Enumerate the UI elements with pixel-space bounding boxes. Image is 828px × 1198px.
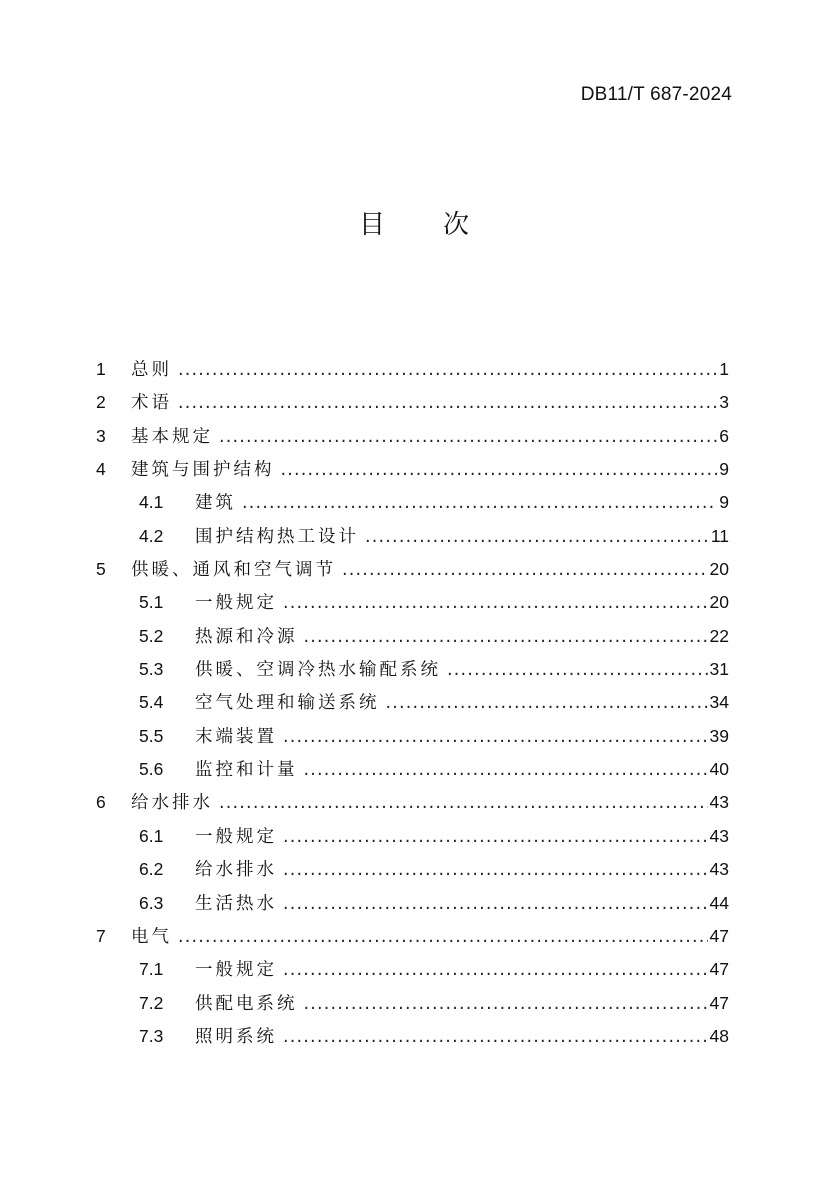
toc-label: 建筑与围护结构 xyxy=(131,460,275,481)
toc-page: 40 xyxy=(709,759,729,780)
toc-page: 47 xyxy=(709,959,729,980)
toc-number: 4.1 xyxy=(139,492,164,513)
toc-leader xyxy=(219,421,717,454)
toc-number: 5.1 xyxy=(139,592,164,613)
toc-leader xyxy=(283,954,708,987)
toc-number: 6.2 xyxy=(139,859,164,880)
toc-leader xyxy=(178,354,717,387)
toc-label: 末端装置 xyxy=(195,726,277,747)
toc-page: 11 xyxy=(710,525,729,546)
toc-label: 一般规定 xyxy=(195,826,277,847)
toc-leader xyxy=(447,654,708,687)
table-of-contents xyxy=(96,353,729,1053)
toc-label: 供暖、空调冷热水输配系统 xyxy=(195,660,441,681)
toc-label: 术语 xyxy=(131,393,172,414)
toc-entry[interactable] xyxy=(96,486,729,519)
toc-number: 5 xyxy=(96,559,106,580)
toc-number: 7.2 xyxy=(139,992,164,1013)
toc-leader xyxy=(281,454,718,487)
toc-leader xyxy=(342,554,708,587)
toc-leader xyxy=(219,787,708,820)
toc-number: 4.2 xyxy=(139,525,164,546)
toc-entry[interactable] xyxy=(96,520,729,553)
toc-entry[interactable] xyxy=(96,453,729,486)
toc-leader xyxy=(304,621,708,654)
toc-page: 43 xyxy=(709,859,729,880)
toc-page: 43 xyxy=(709,825,729,846)
toc-entry[interactable] xyxy=(96,620,729,653)
toc-number: 3 xyxy=(96,425,106,446)
toc-leader xyxy=(283,721,708,754)
toc-entry[interactable] xyxy=(96,953,729,986)
toc-entry[interactable] xyxy=(96,887,729,920)
toc-entry[interactable] xyxy=(96,720,729,753)
toc-page: 47 xyxy=(709,925,729,946)
toc-page: 31 xyxy=(709,659,729,680)
toc-number: 5.6 xyxy=(139,759,164,780)
toc-number: 6 xyxy=(96,792,106,813)
toc-number: 7.3 xyxy=(139,1025,164,1046)
page-title xyxy=(0,204,828,241)
toc-leader xyxy=(283,821,708,854)
toc-page: 20 xyxy=(709,592,729,613)
toc-number: 2 xyxy=(96,392,106,413)
toc-entry[interactable] xyxy=(96,653,729,686)
toc-leader xyxy=(304,988,708,1021)
document-code: DB11/T 687-2024 xyxy=(580,84,732,105)
toc-label: 供配电系统 xyxy=(195,993,298,1014)
toc-entry[interactable] xyxy=(96,987,729,1020)
toc-number: 7 xyxy=(96,925,106,946)
toc-label: 热源和冷源 xyxy=(195,626,298,647)
toc-leader xyxy=(178,921,708,954)
toc-number: 6.1 xyxy=(139,825,164,846)
toc-leader xyxy=(283,854,708,887)
toc-entry[interactable] xyxy=(96,553,729,586)
toc-leader xyxy=(283,587,708,620)
toc-page: 3 xyxy=(719,392,729,413)
toc-page: 47 xyxy=(709,992,729,1013)
title-char-1: 目 xyxy=(358,210,385,240)
toc-leader xyxy=(386,687,708,720)
toc-page: 22 xyxy=(709,625,729,646)
toc-entry[interactable] xyxy=(96,420,729,453)
toc-number: 4 xyxy=(96,459,106,480)
toc-label: 一般规定 xyxy=(195,593,277,614)
title-char-2: 次 xyxy=(443,210,470,240)
toc-label: 一般规定 xyxy=(195,960,277,981)
toc-number: 7.1 xyxy=(139,959,164,980)
toc-label: 基本规定 xyxy=(131,426,213,447)
toc-leader xyxy=(365,521,709,554)
toc-number: 5.5 xyxy=(139,725,164,746)
toc-page: 34 xyxy=(709,692,729,713)
toc-leader xyxy=(304,754,708,787)
toc-entry[interactable] xyxy=(96,820,729,853)
toc-entry[interactable] xyxy=(96,753,729,786)
toc-entry[interactable] xyxy=(96,586,729,619)
toc-page: 43 xyxy=(709,792,729,813)
toc-page: 9 xyxy=(719,459,729,480)
toc-entry[interactable] xyxy=(96,1020,729,1053)
toc-leader xyxy=(283,888,708,921)
toc-label: 建筑 xyxy=(195,493,236,514)
toc-number: 5.2 xyxy=(139,625,164,646)
toc-number: 6.3 xyxy=(139,892,164,913)
toc-label: 给水排水 xyxy=(195,860,277,881)
toc-label: 给水排水 xyxy=(131,793,213,814)
toc-label: 空气处理和输送系统 xyxy=(195,693,380,714)
toc-label: 电气 xyxy=(131,926,172,947)
toc-page: 6 xyxy=(719,425,729,446)
toc-page: 20 xyxy=(709,559,729,580)
toc-number: 1 xyxy=(96,359,106,379)
toc-entry[interactable] xyxy=(96,786,729,819)
toc-label: 围护结构热工设计 xyxy=(195,526,359,547)
toc-page: 44 xyxy=(709,892,729,913)
toc-leader xyxy=(283,1021,708,1054)
toc-page: 39 xyxy=(709,725,729,746)
toc-leader xyxy=(242,487,717,520)
toc-entry[interactable] xyxy=(96,353,729,386)
toc-entry[interactable] xyxy=(96,920,729,953)
toc-entry[interactable] xyxy=(96,386,729,419)
toc-label: 监控和计量 xyxy=(195,760,298,781)
toc-leader xyxy=(178,387,717,420)
toc-label: 总则 xyxy=(131,360,172,380)
toc-label: 供暖、通风和空气调节 xyxy=(131,560,336,581)
toc-entry[interactable] xyxy=(96,853,729,886)
toc-page: 1 xyxy=(719,359,729,379)
toc-number: 5.4 xyxy=(139,692,164,713)
toc-label: 照明系统 xyxy=(195,1026,277,1047)
toc-entry[interactable] xyxy=(96,686,729,719)
toc-number: 5.3 xyxy=(139,659,164,680)
toc-page: 9 xyxy=(719,492,729,513)
toc-page: 48 xyxy=(709,1025,729,1046)
toc-label: 生活热水 xyxy=(195,893,277,914)
